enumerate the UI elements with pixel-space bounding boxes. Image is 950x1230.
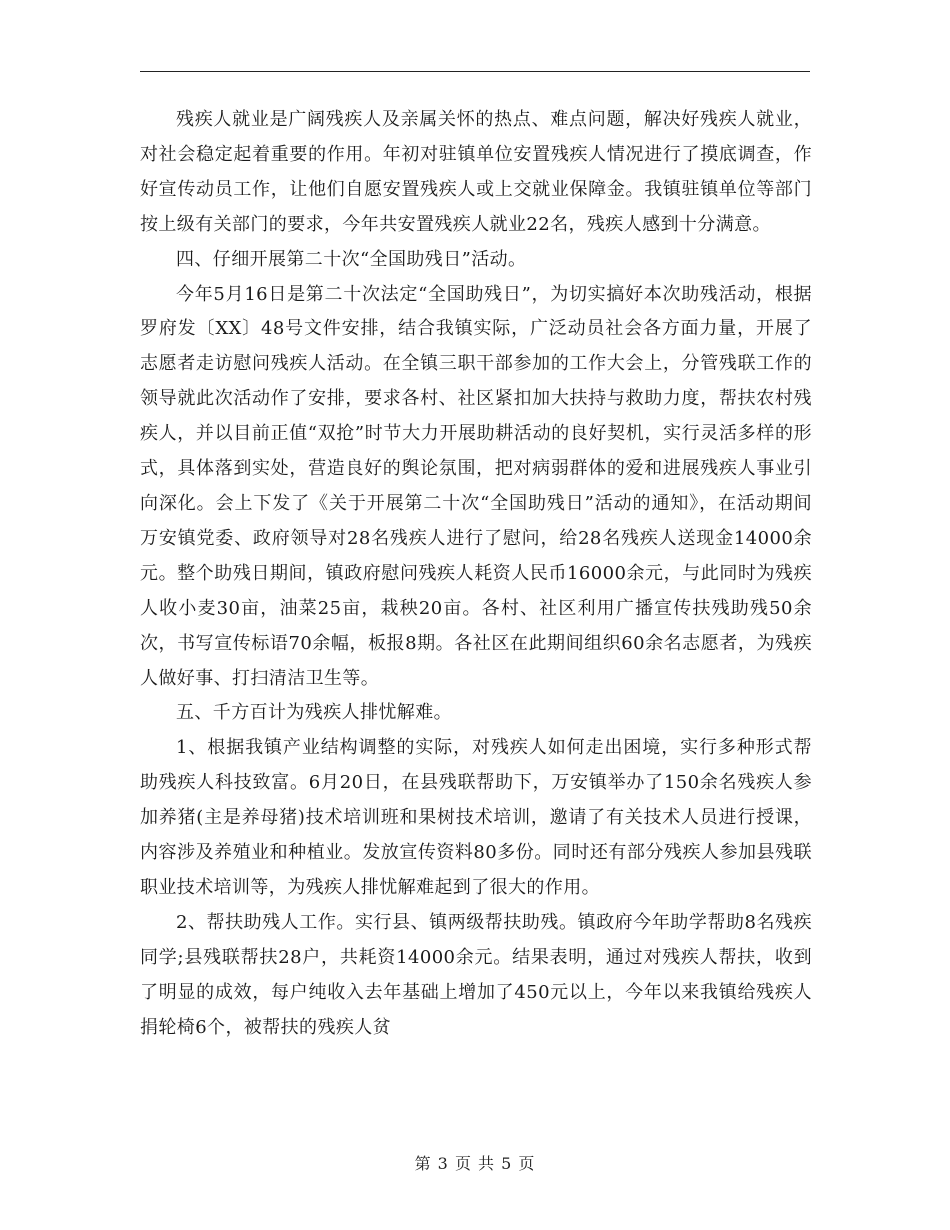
document-body (140, 103, 812, 1045)
page-number: 第 3 页 共 5 页 (414, 1154, 536, 1173)
section-heading-four: 四、仔细开展第二十次“全国助残日”活动。 (176, 248, 527, 270)
paragraph-tech-training: 1、根据我镇产业结构调整的实际，对残疾人如何走出困境，实行多种形式帮助残疾人科技致富。6月20日，在县残联帮助下，万安镇举办了150余名残疾人参加养猪(主是养母猪)技术培训班和果树技术培训，邀请了有关技术人员进行授课，内容涉及养殖业和种植业。发放宣传资料80多份。同时还有部分残疾人参加县残联职业技术培训等，为残疾人排忧解难起到了很大的作用。 (140, 737, 812, 898)
paragraph-assistance: 2、帮扶助残人工作。实行县、镇两级帮扶助残。镇政府今年助学帮助8名残疾同学;县残联帮扶28户，共耗资14000余元。结果表明，通过对残疾人帮扶，收到了明显的成效，每户纯收入去年基础上增加了450元以上，今年以来我镇给残疾人捐轮椅6个，被帮扶的残疾人贫 (140, 911, 812, 1038)
section-heading-five: 五、千方百计为残疾人排忧解难。 (176, 702, 452, 724)
header-rule (140, 71, 810, 72)
paragraph-disability-day: 今年5月16日是第二十次法定“全国助残日”，为切实搞好本次助残活动，根据罗府发〔XX〕48号文件安排，结合我镇实际，广泛动员社会各方面力量，开展了志愿者走访慰问残疾人活动。在全镇三职干部参加的工作大会上，分管残联工作的领导就此次活动作了安排，要求各村、社区紧扣加大扶持与救助力度，帮扶农村残疾人，并以目前正值“双抢”时节大力开展助耕活动的良好契机，实行灵活多样的形式，具体落到实处，营造良好的舆论氛围，把对病弱群体的爱和进展残疾人事业引向深化。会上下发了《关于开展第二十次“全国助残日”活动的通知》，在活动期间万安镇党委、政府领导对28名残疾人进行了慰问，给28名残疾人送现金14000余元。整个助残日期间，镇政府慰问残疾人耗资人民币16000余元，与此同时为残疾人收小麦30亩，油菜25亩，栽秧20亩。各村、社区利用广播宣传扶残助残50余次，书写宣传标语70余幅，板报8期。各社区在此期间组织60余名志愿者，为残疾人做好事、打扫清洁卫生等。 (140, 283, 812, 689)
paragraph-employment: 残疾人就业是广阔残疾人及亲属关怀的热点、难点问题，解决好残疾人就业，对社会稳定起着重要的作用。年初对驻镇单位安置残疾人情况进行了摸底调查，作好宣传动员工作，让他们自愿安置残疾人或上交就业保障金。我镇驻镇单位等部门按上级有关部门的要求，今年共安置残疾人就业22名，残疾人感到十分满意。 (140, 109, 812, 235)
